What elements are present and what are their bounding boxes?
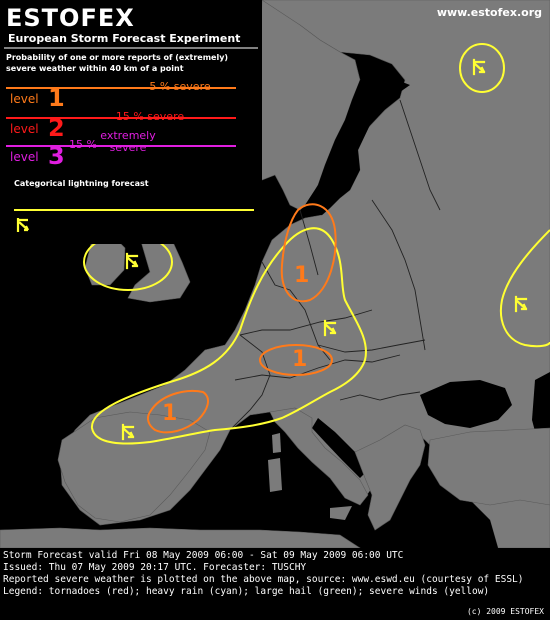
lightning-legend-title: Categorical lightning forecast xyxy=(14,179,149,188)
brand-subtitle: European Storm Forecast Experiment xyxy=(8,32,241,45)
corsica xyxy=(272,433,281,453)
probability-description: Probability of one or more reports of (extremely) severe weather within 40 km of a point xyxy=(6,53,229,73)
report-legend: Legend: tornadoes (red); heavy rain (cyan); large hail (green); severe winds (yellow) xyxy=(3,586,490,597)
level-3-threshold-pct: 15 % xyxy=(69,138,97,151)
sardinia xyxy=(268,458,282,492)
level-2-number: 2 xyxy=(48,114,65,142)
lightning-legend xyxy=(0,206,262,236)
level-1-number: 1 xyxy=(48,84,65,112)
level-3-threshold-text: extremely severe xyxy=(100,129,156,154)
header-divider xyxy=(0,46,262,50)
copyright: (c) 2009 ESTOFEX xyxy=(466,607,544,616)
level-2-word: level xyxy=(10,122,39,136)
risk-level-label: 1 xyxy=(292,347,308,372)
risk-level-label: 1 xyxy=(294,263,310,288)
brand-logo-text: ESTOFEX xyxy=(6,4,135,32)
level-3-word: level xyxy=(10,150,39,164)
forecast-footer xyxy=(0,548,550,620)
issued-line: Issued: Thu 07 May 2009 20:17 UTC. Forecaster: TUSCHY xyxy=(3,562,307,573)
level-1-word: level xyxy=(10,92,39,106)
level-1-threshold: 5 % severe xyxy=(149,80,211,93)
risk-level-label: 1 xyxy=(162,401,178,426)
level-3-number: 3 xyxy=(48,142,65,170)
level-2-threshold: 15 % severe xyxy=(115,110,185,123)
reports-source: Reported severe weather is plotted on the above map, source: www.eswd.eu (courtesy of ESSL) xyxy=(3,574,524,585)
site-url: www.estofex.org xyxy=(436,6,542,19)
lightning-icon xyxy=(18,218,28,232)
valid-period: Storm Forecast valid Fri 08 May 2009 06:00 - Sat 09 May 2009 06:00 UTC xyxy=(3,550,404,561)
